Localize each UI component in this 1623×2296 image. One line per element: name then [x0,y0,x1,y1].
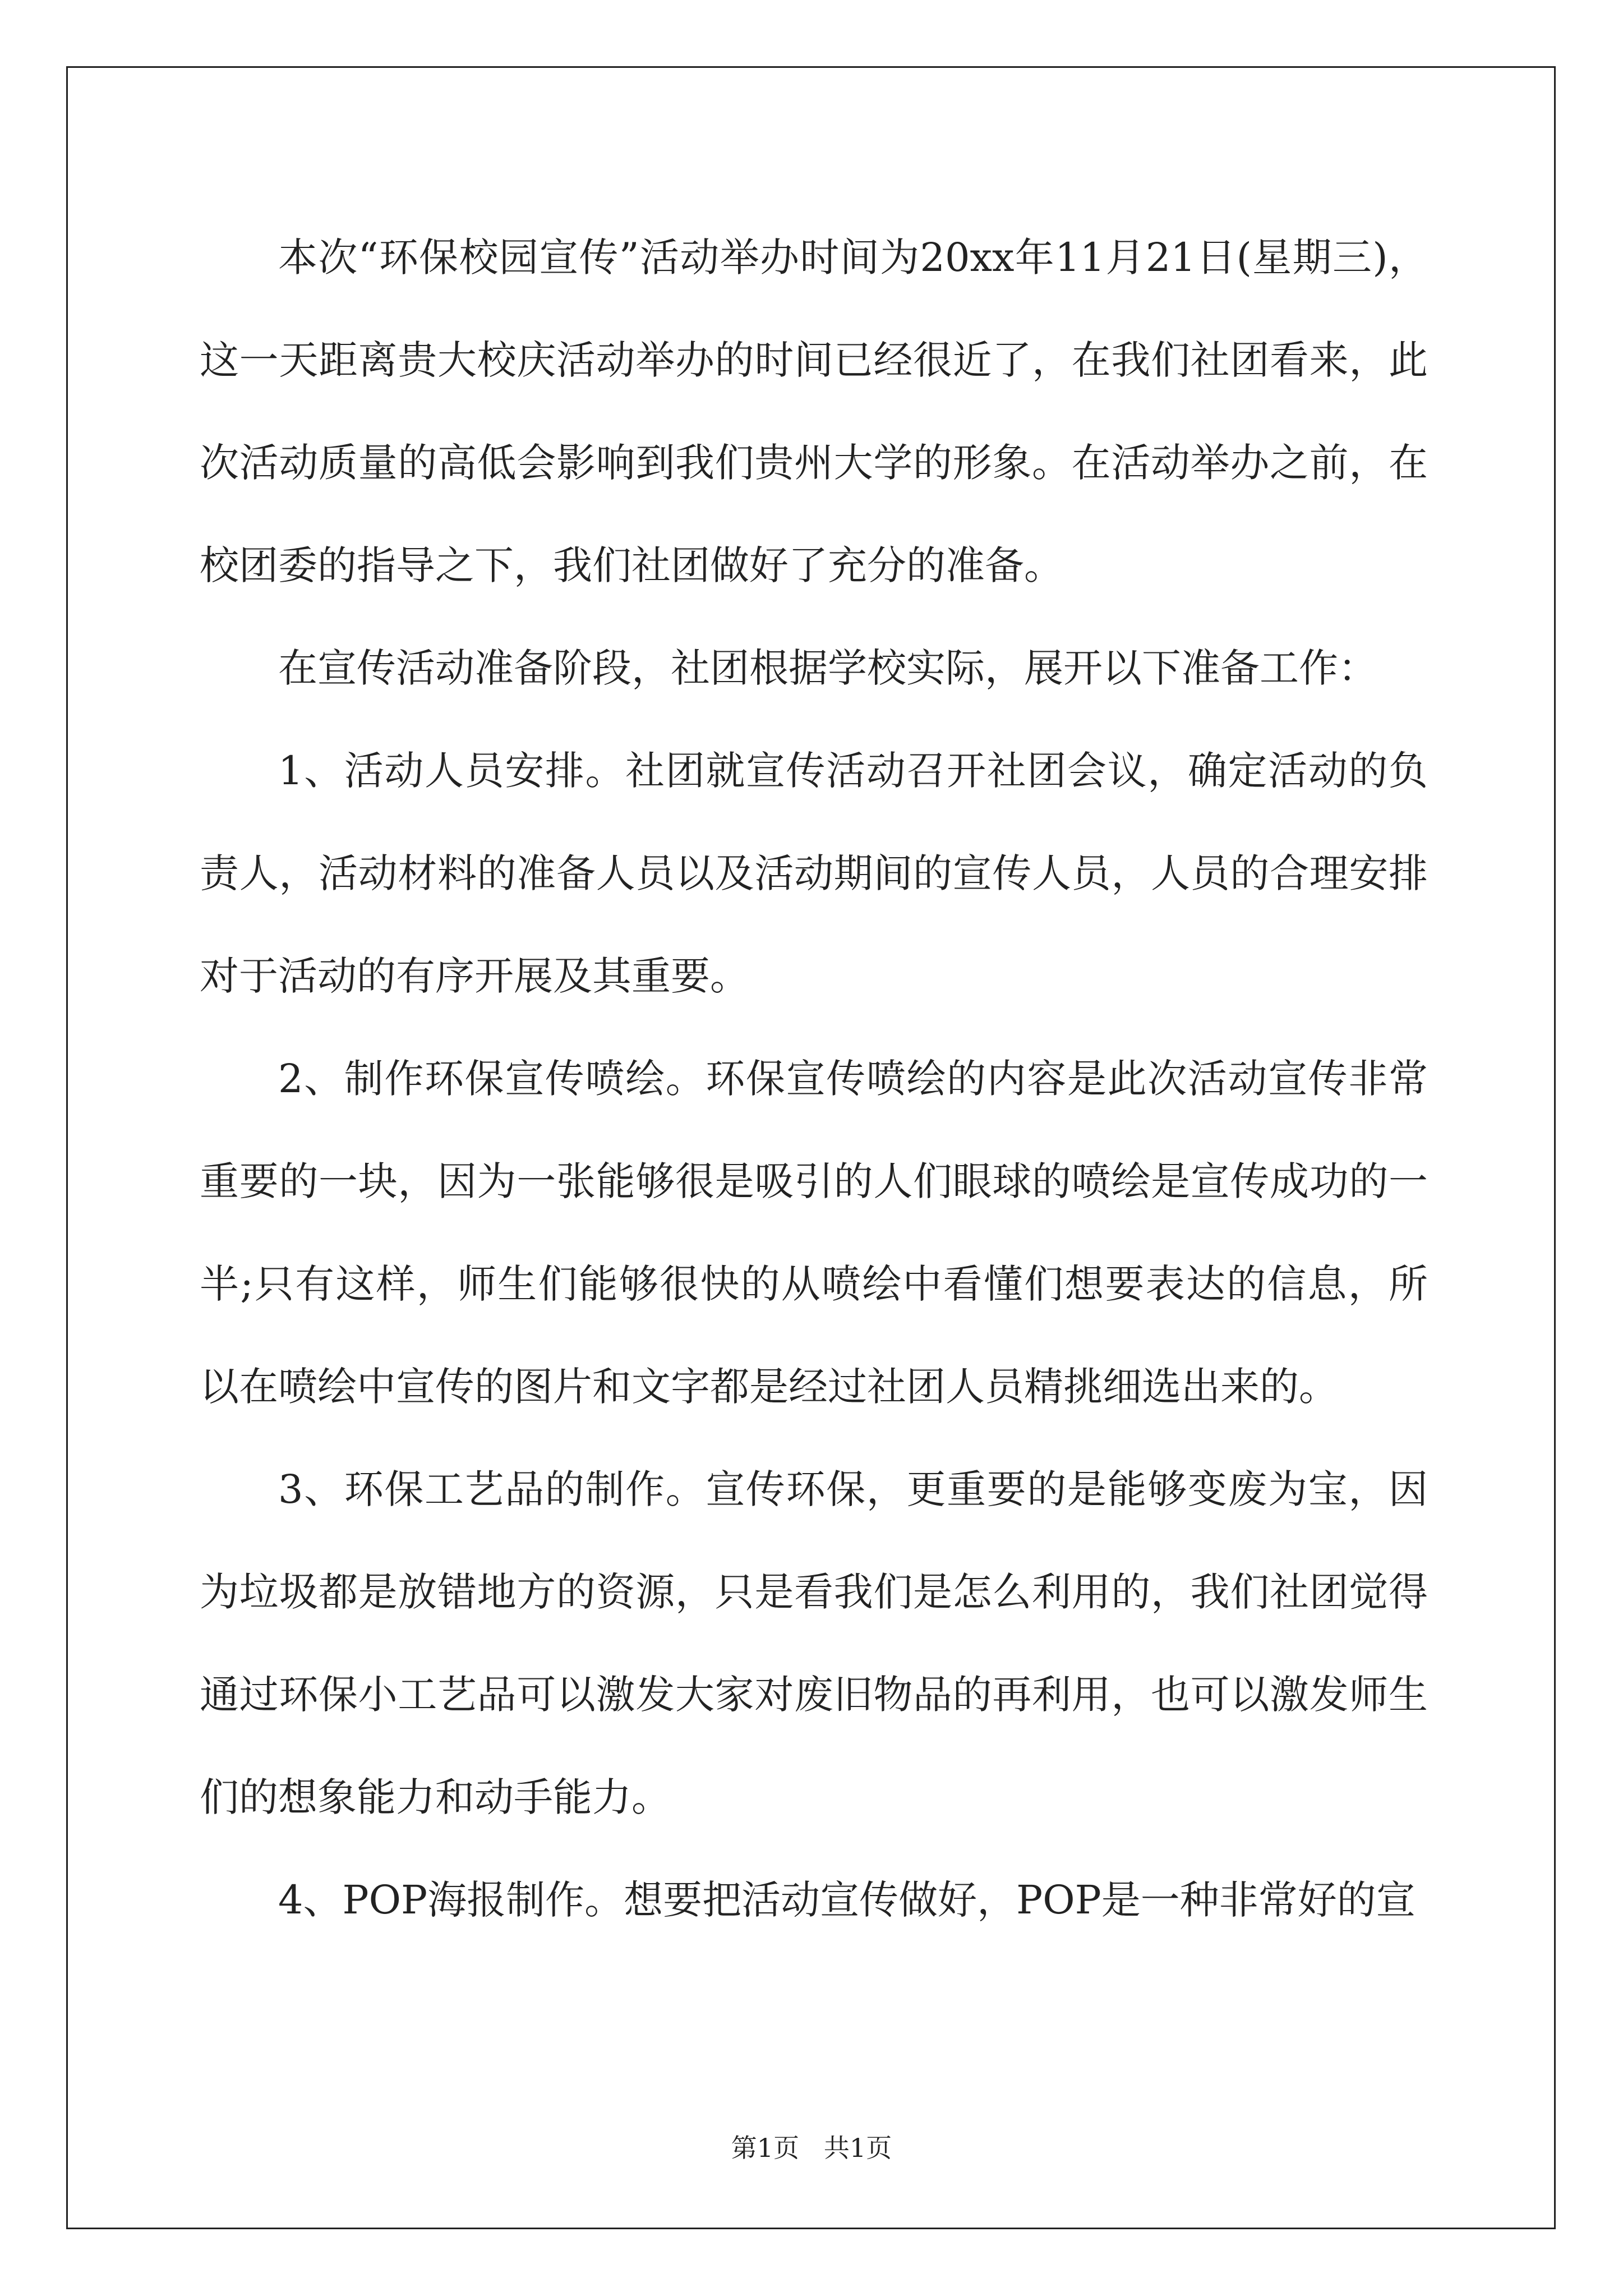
paragraph-item-3: 3、环保工艺品的制作。宣传环保，更重要的是能够变废为宝，因为垃圾都是放错地方的资源，只是看我们是怎么利用的，我们社团觉得通过环保小工艺品可以激发大家对废旧物品的再利用，也可以激发师生们的想象能力和动手能力。 [200,1466,1428,1820]
paragraph-preparation: 在宣传活动准备阶段，社团根据学校实际，展开以下准备工作： [278,645,1377,691]
paragraph-item-2: 2、制作环保宣传喷绘。环保宣传喷绘的内容是此次活动宣传非常重要的一块，因为一张能够很是吸引的人们眼球的喷绘是宣传成功的一半;只有这样，师生们能够很快的从喷绘中看懂们想要表达的信息，所以在喷绘中宣传的图片和文字都是经过社团人员精挑细选出来的。 [200,1056,1428,1410]
paragraph-intro: 本次“环保校园宣传”活动举办时间为20xx年11月21日(星期三)，这一天距离贵大校庆活动举办的时间已经很近了，在我们社团看来，此次活动质量的高低会影响到我们贵州大学的形象。在活动举办之前，在校团委的指导之下，我们社团做好了充分的准备。 [200,234,1428,588]
page-footer: 第1页 共1页 [731,2133,892,2163]
paragraph-item-1: 1、活动人员安排。社团就宣传活动召开社团会议，确定活动的负责人，活动材料的准备人员以及活动期间的宣传人员，人员的合理安排对于活动的有序开展及其重要。 [200,748,1428,999]
paragraph-item-4: 4、POP海报制作。想要把活动宣传做好，POP是一种非常好的宣 [278,1877,1415,1923]
document-body [200,206,1428,1952]
